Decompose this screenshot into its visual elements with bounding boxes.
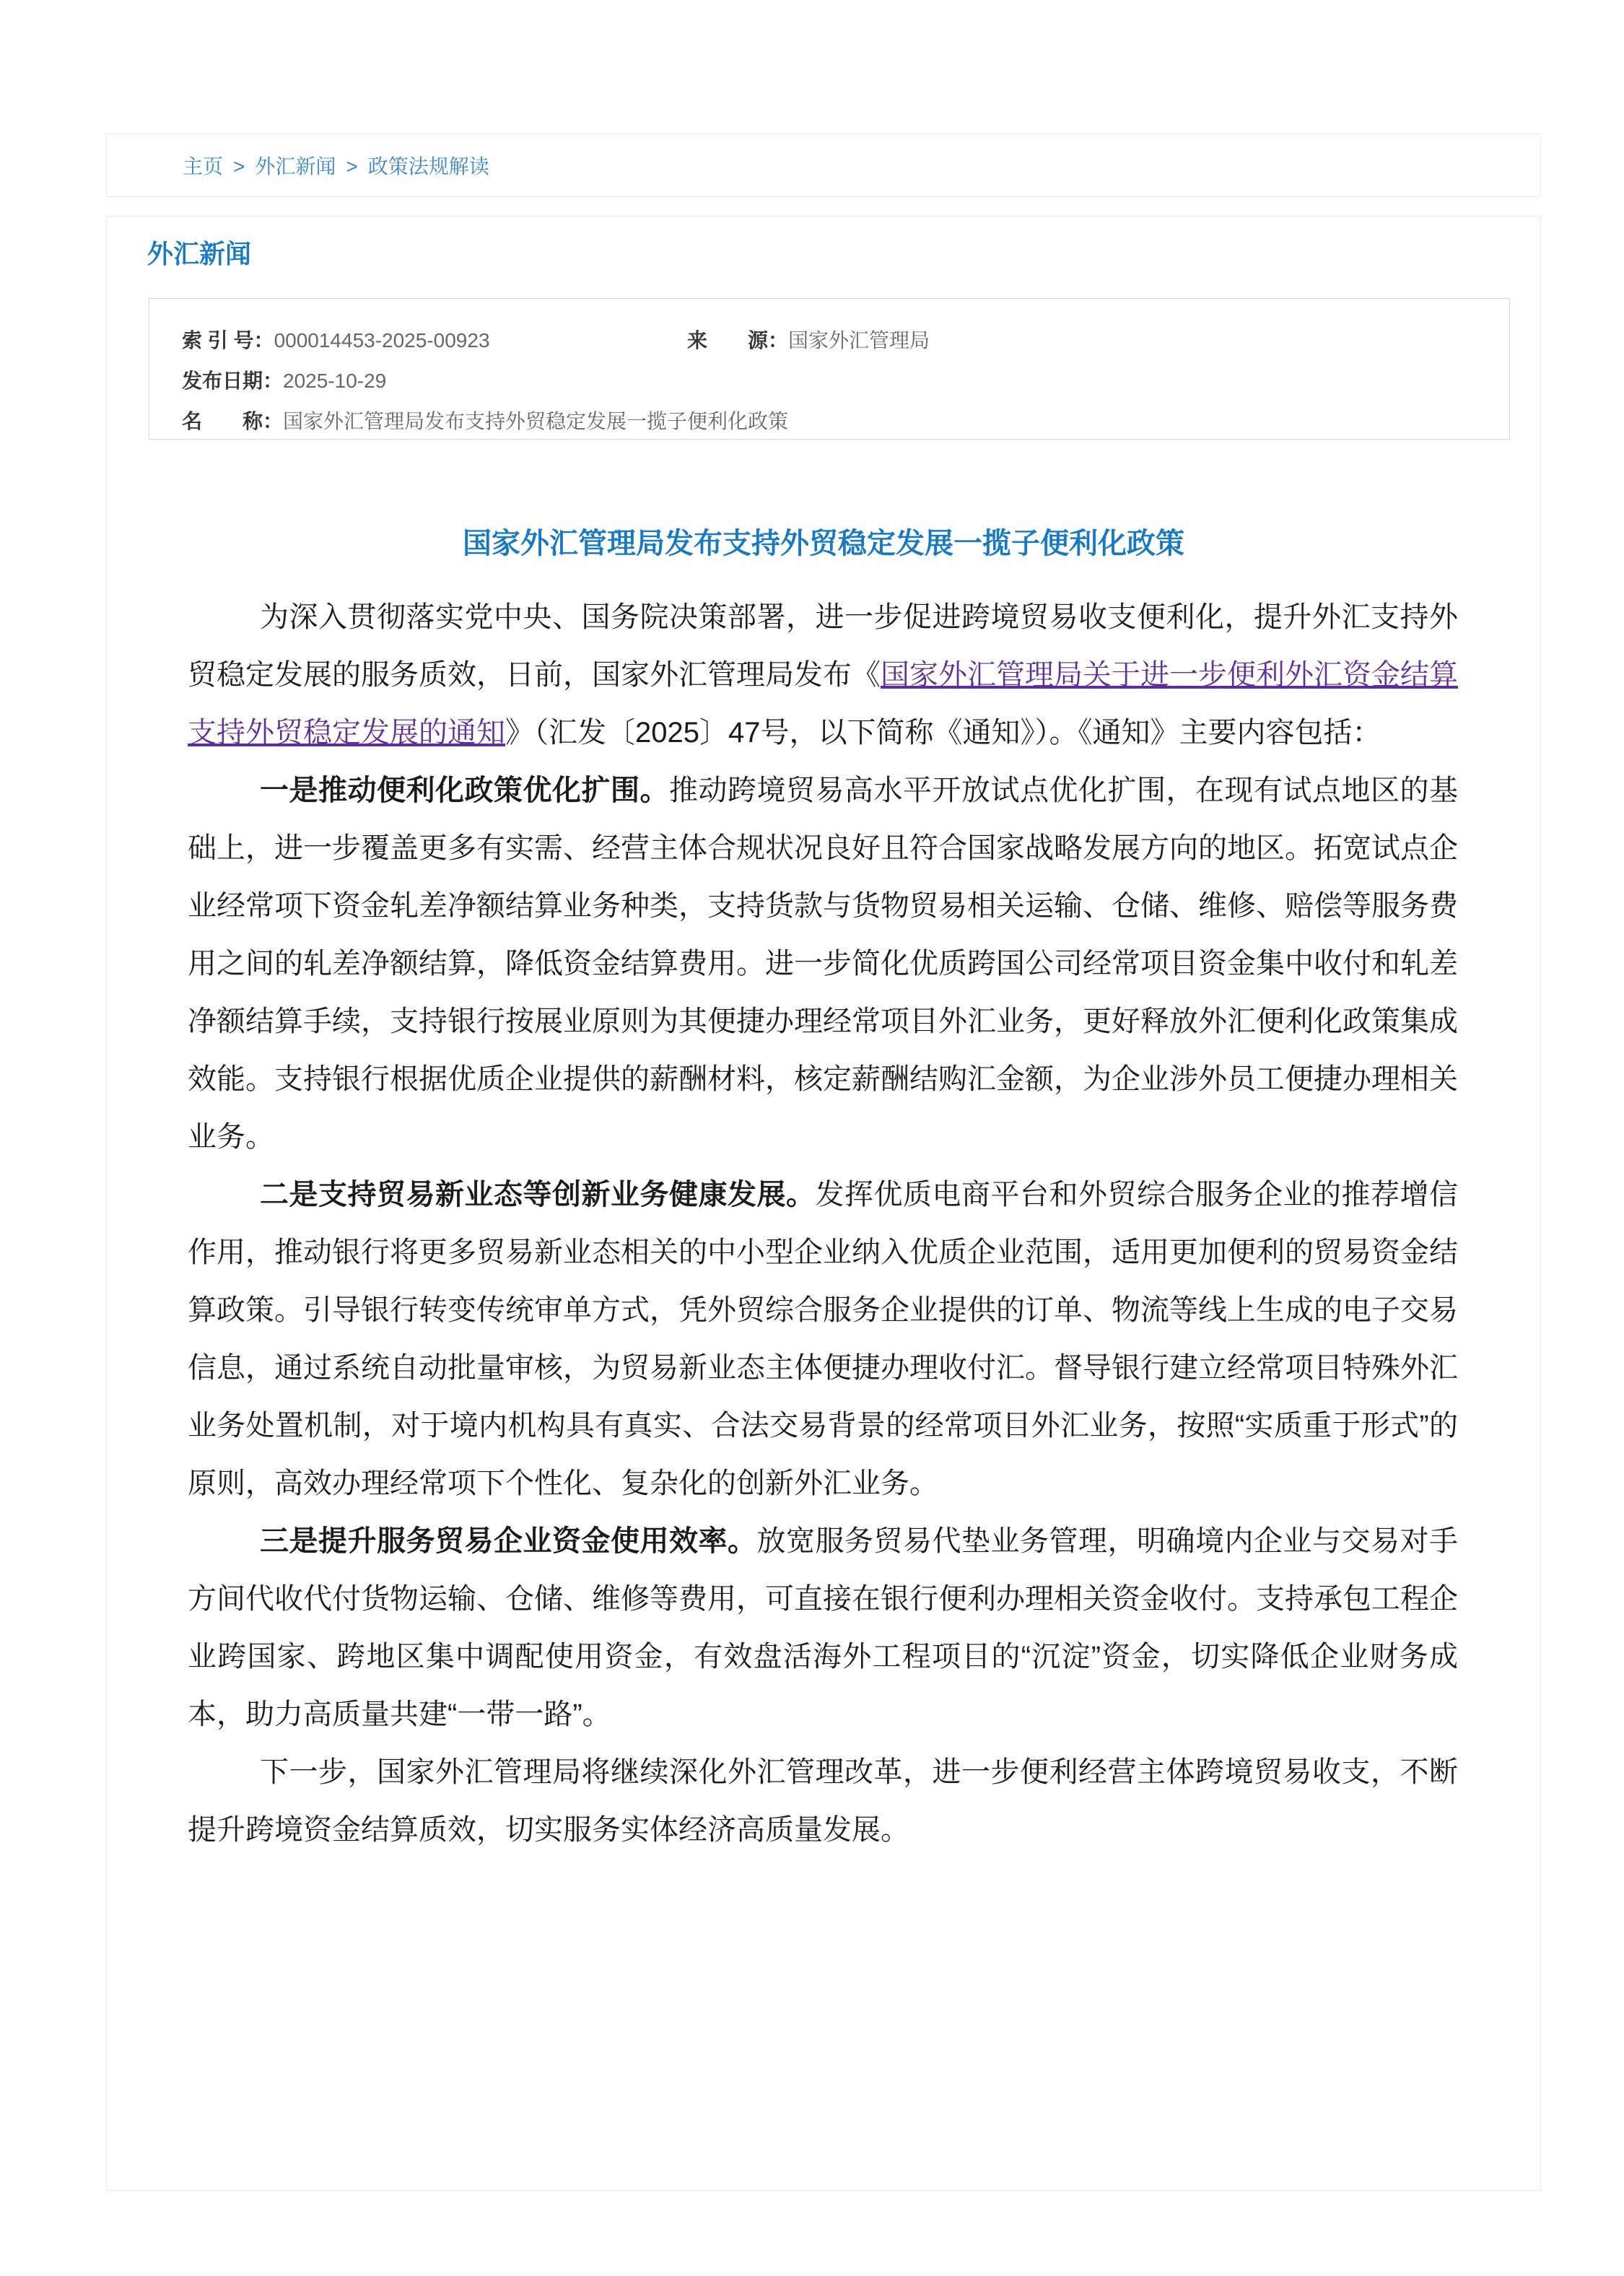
paragraph-lead-bold: 二是支持贸易新业态等创新业务健康发展。 — [260, 1179, 816, 1211]
breadcrumb-item-1[interactable]: 外汇新闻 — [255, 155, 336, 178]
meta-table — [149, 298, 1510, 440]
notice-document-link[interactable]: 国家外汇管理局关于进一步便利外汇资金结算 支持外贸稳定发展的通知 — [188, 659, 1458, 749]
meta-name-label: 名 称： — [182, 410, 284, 433]
article-paragraph-4 — [188, 1512, 1458, 1743]
text-run: 放宽服务贸易代垫业务管理，明确境内企业与交易对手方间代收代付货物运输、仓储、维修等费用，可直接在银行便利办理相关资金收付。支持承包工程企业跨国家、跨地区集中调配使用资金，有效盘活海外工程项目的“沉淀”资金，切实降低企业财务成本，助力高质量共建“一带一路”。 — [188, 1525, 1458, 1731]
paragraph-lead-bold: 一是推动便利化政策优化扩围。 — [260, 775, 669, 807]
breadcrumb-separator: > — [346, 155, 358, 178]
meta-name-value: 国家外汇管理局发布支持外贸稳定发展一揽子便利化政策 — [283, 410, 789, 433]
article-paragraph-1 — [188, 588, 1458, 762]
meta-index-value: 000014453-2025-00923 — [274, 329, 490, 352]
text-run: 发挥优质电商平台和外贸综合服务企业的推荐增信作用，推动银行将更多贸易新业态相关的中小型企业纳入优质企业范围，适用更加便利的贸易资金结算政策。引导银行转变传统审单方式，凭外贸综合服务企业提供的订单、物流等线上生成的电子交易信息，通过系统自动批量审核，为贸易新业态主体便捷办理收付汇。督导银行建立经常项目特殊外汇业务处置机制，对于境内机构具有真实、合法交易背景的经常项目外汇业务，按照“实质重于形式”的原则，高效办理经常项下个性化、复杂化的创新外汇业务。 — [188, 1179, 1458, 1500]
meta-date-value: 2025-10-29 — [283, 370, 387, 393]
breadcrumb — [183, 151, 489, 180]
meta-row-name — [182, 401, 1488, 442]
meta-cell-name — [182, 401, 788, 442]
meta-index-label: 索 引 号： — [182, 329, 274, 352]
meta-date-label: 发布日期： — [182, 370, 284, 393]
meta-cell-date — [182, 361, 687, 401]
article-title: 国家外汇管理局发布支持外贸稳定发展一揽子便利化政策 — [463, 528, 1184, 560]
paragraph-lead-bold: 三是提升服务贸易企业资金使用效率。 — [260, 1525, 757, 1558]
breadcrumb-separator: > — [233, 155, 245, 178]
article-body — [147, 588, 1500, 1859]
section-title: 外汇新闻 — [147, 239, 252, 269]
meta-row-date — [182, 361, 1488, 401]
breadcrumb-item-0[interactable]: 主页 — [183, 155, 224, 178]
meta-source-value: 国家外汇管理局 — [788, 329, 930, 352]
breadcrumb-item-2[interactable]: 政策法规解读 — [367, 155, 489, 178]
meta-source-label: 来 源： — [687, 329, 789, 352]
text-run: 》（汇发〔2025〕47号，以下简称《通知》）。《通知》主要内容包括： — [505, 717, 1381, 749]
text-run: 推动跨境贸易高水平开放试点优化扩围，在现有试点地区的基础上，进一步覆盖更多有实需、经营主体合规状况良好且符合国家战略发展方向的地区。拓宽试点企业经常项下资金轧差净额结算业务种类，支持货款与货物贸易相关运输、仓储、维修、赔偿等服务费用之间的轧差净额结算，降低资金结算费用。进一步简化优质跨国公司经常项目资金集中收付和轧差净额结算手续，支持银行按展业原则为其便捷办理经常项目外汇业务，更好释放外汇便利化政策集成效能。支持银行根据优质企业提供的薪酬材料，核定薪酬结购汇金额，为企业涉外员工便捷办理相关业务。 — [188, 775, 1458, 1154]
text-run: 为深入贯彻落实党中央、国务院决策部署，进一步促进跨境贸易收支便利化，提升外汇支持外贸稳定发展的服务质效，日前，国家外汇管理局发布《 — [188, 601, 1458, 692]
text-run: 下一步，国家外汇管理局将继续深化外汇管理改革，进一步便利经营主体跨境贸易收支，不断提升跨境资金结算质效，切实服务实体经济高质量发展。 — [188, 1756, 1458, 1846]
meta-row-index-source — [182, 321, 1488, 361]
article-paragraph-5 — [188, 1743, 1458, 1859]
article-paragraph-3 — [188, 1166, 1458, 1512]
meta-cell-index — [182, 321, 687, 361]
content-panel — [106, 216, 1541, 2191]
breadcrumb-bar — [106, 134, 1541, 197]
article-paragraph-2 — [188, 762, 1458, 1166]
meta-cell-source — [687, 321, 930, 361]
